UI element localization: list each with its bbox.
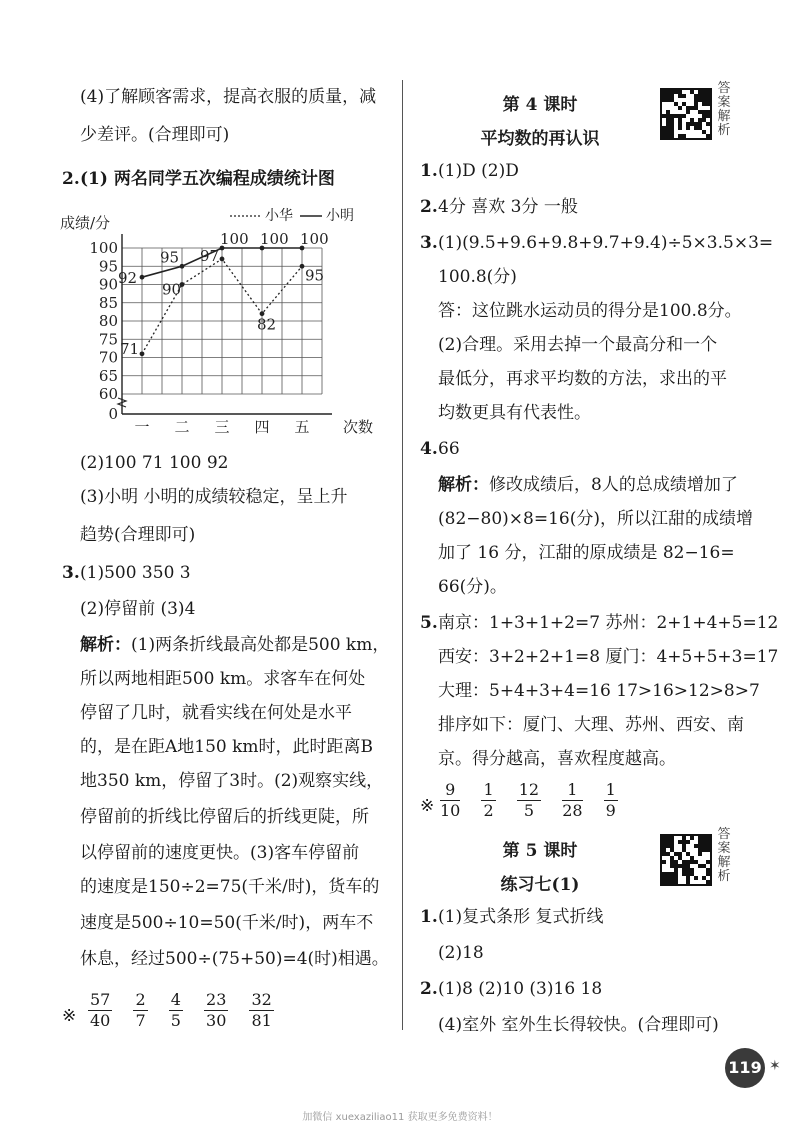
fraction-row [80,990,282,1031]
reference-mark: ※ [62,1006,77,1026]
qr-module [706,872,710,876]
y-tick-label: 60 [98,385,118,403]
qr-module [690,836,694,840]
qr-module [706,102,710,106]
x-tick-label: 五 [294,418,310,436]
answer-line: (1)500 350 3 [80,563,191,583]
fraction [517,780,541,821]
fraction [440,780,460,821]
y-tick-label: 70 [98,348,118,367]
qr-module [682,94,686,98]
data-point [220,257,225,262]
y-tick-label: 90 [98,275,118,294]
lesson-heading: 第 4 课时 [502,95,578,115]
axis-break [118,398,126,407]
y-tick-label: 95 [98,257,118,276]
question-number: 4. [420,439,438,459]
denominator: 81 [251,1011,272,1030]
fraction [481,780,495,821]
explanation-text: 修改成绩后，8人的总成绩增加了 [489,475,738,495]
data-label: 100 [260,230,289,248]
y-tick-label: 100 [89,239,118,257]
y-tick-label: 80 [98,312,118,330]
explanation-line: 速度是500÷10=50(千米/时)，两车不 [80,913,374,933]
y-tick-label: 65 [98,366,118,385]
data-point [140,275,145,280]
qr-module [706,114,710,118]
qr-module [678,106,682,110]
data-label: 95 [305,266,325,285]
numerator: 12 [518,780,540,799]
qr-code-icon[interactable] [660,88,712,140]
numerator: 1 [483,780,494,799]
data-label: 82 [257,315,277,334]
question-number: 1. [420,907,438,927]
answer-line: (1)(9.5+9.6+9.8+9.7+9.4)÷5×3.5×3= [438,233,774,253]
answer-line: 趋势(合理即可) [80,525,196,545]
fraction [204,990,228,1031]
denominator: 28 [562,801,583,820]
footer-watermark: 加微信 xuexaziliao11 获取更多免费资料！ [302,1112,498,1123]
data-point [180,264,185,269]
data-label: 71 [120,339,140,358]
explanation-line [438,474,738,496]
qr-module [706,848,710,852]
question-number: 3. [420,233,438,253]
x-tick-label: 二 [174,418,190,436]
numerator: 57 [90,990,111,1009]
numerator: 9 [440,780,460,801]
y-axis-label: 成绩/分 [60,214,111,232]
question-number: 5. [420,613,438,633]
fraction [88,990,112,1031]
explanation-line: 的，是在距A地150 km时，此时距离B [80,737,374,757]
qr-module [686,880,690,884]
data-label: 92 [118,269,138,288]
legend-label: 小明 [326,208,354,224]
numerator: 1 [562,780,582,801]
explanation-line: 休息，经过500÷(75+50)=4(时)相遇。 [80,949,389,969]
qr-module [706,134,710,138]
explanation-label: 解析： [80,635,131,655]
explanation-line: 66(分)。 [438,577,507,597]
answer-line: 大理：5+4+3+4=16 17>16>12>8>7 [438,681,760,701]
answer-line: 南京：1+3+1+2=7 苏州：2+1+4+5=12 [438,613,779,633]
answer-line: (2)合理。采用去掉一个最高分和一个 [438,335,718,355]
answer-line: (2)18 [438,943,484,963]
answer-line: (1)复式条形 复式折线 [438,907,604,927]
answer-line: 100.8(分) [438,267,517,287]
y-tick-label: 75 [98,330,118,349]
numerator: 1 [605,780,616,799]
fraction [604,780,618,821]
qr-module [682,114,686,118]
explanation-label: 解析： [438,475,489,495]
data-point [140,351,145,356]
qr-module [678,126,682,130]
data-label: 97 [200,246,220,265]
denominator: 7 [135,1011,146,1030]
qr-module [698,852,702,856]
qr-module [706,122,710,126]
answer-line: 答：这位跳水运动员的得分是100.8分。 [438,301,742,321]
numerator: 32 [251,990,272,1009]
numerator: 2 [135,990,146,1009]
lesson-heading: 第 5 课时 [502,841,578,861]
x-tick-label: 三 [214,418,230,436]
column-divider [402,80,403,1030]
numerator: 4 [170,990,181,1009]
qr-module [686,110,690,114]
answer-line: 排序如下：厦门、大理、苏州、西安、南 [438,715,744,735]
reference-mark: ※ [420,796,435,816]
explanation-line: 所以两地相距500 km。求客车在何处 [80,669,366,689]
x-tick-label: 一 [134,418,150,436]
explanation-line: 加了 16 分，江甜的原成绩是 82−16= [438,543,735,563]
data-label: 100 [300,230,329,248]
data-label: 90 [162,280,182,299]
y-tick-label: 85 [98,293,118,312]
denominator: 30 [206,1011,227,1030]
question-number: 2. [420,979,438,999]
explanation-line: 以停留前的速度更快。(3)客车停留前 [80,843,360,863]
fraction [249,990,273,1031]
page-number: 119 [725,1048,765,1088]
question-number: 2. [62,169,80,189]
qr-module [674,880,678,884]
answer-line: (3)小明 小明的成绩较稳定，呈上升 [80,487,348,507]
x-tick-label: 四 [254,418,270,436]
qr-module [694,876,698,880]
explanation-line: 地350 km，停留了3时。(2)观察实线， [80,771,384,791]
qr-module [662,860,666,864]
answer-line: 4分 喜欢 3分 一般 [438,197,578,217]
denominator: 40 [90,1011,111,1030]
answer-line: 均数更具有代表性。 [438,403,591,423]
answer-line: 京。得分越高，喜欢程度越高。 [438,749,676,769]
qr-module [682,134,686,138]
qr-module [686,126,690,130]
question-number: 1. [420,161,438,181]
denominator: 2 [483,801,494,820]
answer-line: (2)停留前 (3)4 [80,599,196,619]
answer-line: 最低分，再求平均数的方法，求出的平 [438,369,727,389]
y-tick-label: 0 [108,405,118,423]
star-icon: ✶ [769,1058,781,1074]
qr-module [706,880,710,884]
qr-module [706,860,710,864]
answer-line: (1)8 (2)10 (3)16 18 [438,979,603,999]
denominator: 10 [440,801,461,820]
explanation-line: 停留前的折线比停留后的折线更陡，所 [80,807,369,827]
answer-line: 少差评。(合理即可) [80,125,230,145]
explanation-line: 停留了几时，就看实线在何处是水平 [80,703,352,723]
lesson-subheading: 平均数的再认识 [480,129,600,149]
denominator: 9 [605,801,616,820]
qr-caption: 答案解析 [717,81,731,138]
qr-code-icon[interactable] [660,834,712,886]
explanation-text: (1)两条折线最高处都是500 km， [131,635,390,655]
fraction-row [432,780,626,821]
qr-module [670,134,674,138]
answer-line: (2)100 71 100 92 [80,453,229,473]
data-label: 95 [160,248,180,267]
denominator: 5 [523,801,534,820]
denominator: 5 [170,1011,181,1030]
question-number: 2. [420,197,438,217]
fraction [562,780,582,821]
question-number: 3. [62,563,80,583]
x-axis-label: 次数 [342,418,374,436]
fraction [169,990,183,1031]
data-point [300,264,305,269]
answer-line: 66 [438,439,460,459]
explanation-line: 的速度是150÷2=75(千米/时)，货车的 [80,877,380,897]
answer-line: (4)室外 室外生长得较快。(合理即可) [438,1015,719,1035]
qr-module [686,840,690,844]
numerator: 23 [206,990,227,1009]
lesson-subheading: 练习七(1) [500,875,580,895]
fraction [133,990,147,1031]
line-chart [60,200,390,450]
answer-line: (4)了解顾客需求，提高衣服的质量，减 [80,87,377,107]
answer-line: 西安：3+2+2+1=8 厦门：4+5+5+3=17 [438,647,779,667]
explanation-line [80,634,389,656]
legend-label: 小华 [265,208,293,224]
answer-line: (1)D (2)D [438,161,519,181]
data-label: 100 [220,230,249,248]
explanation-line: (82−80)×8=16(分)，所以江甜的成绩增 [438,509,753,529]
qr-caption: 答案解析 [717,827,731,884]
chart-title: (1) 两名同学五次编程成绩统计图 [80,169,335,189]
